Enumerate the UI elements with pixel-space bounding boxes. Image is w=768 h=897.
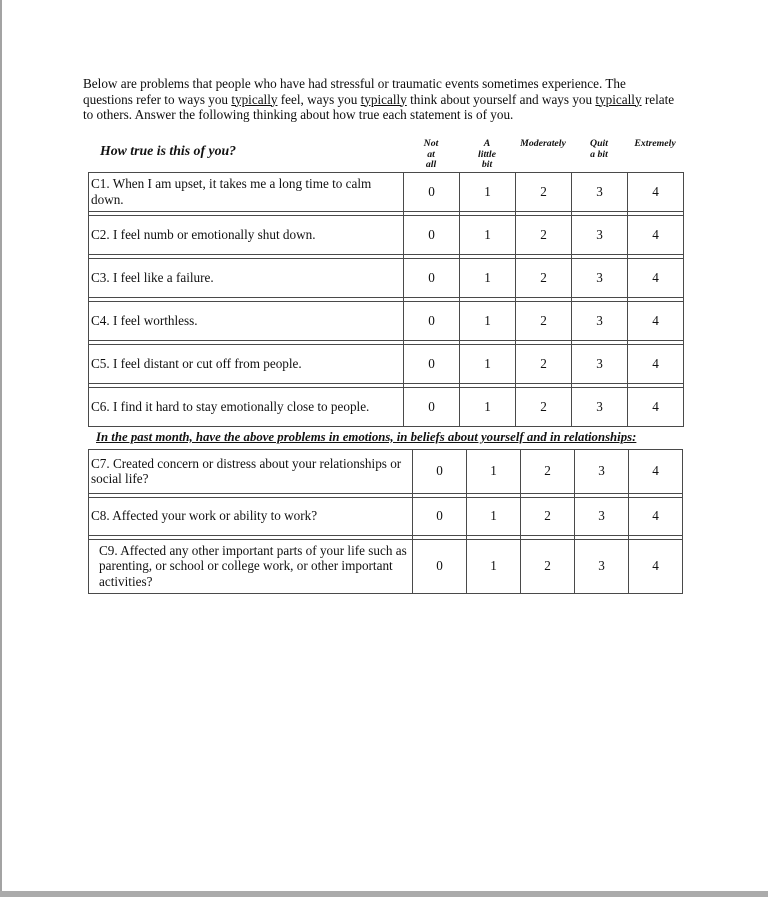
- column-header-moderately: Moderately: [520, 137, 566, 149]
- rating-cell-c8-1: 1: [467, 497, 521, 535]
- rating-cell-c2-4: 4: [628, 215, 684, 254]
- rating-cell-c1-4: 4: [628, 172, 684, 211]
- rating-cell-c1-2: 2: [516, 172, 572, 211]
- rating-cell-c9-4: 4: [629, 539, 683, 593]
- rating-cell-c7-0: 0: [413, 449, 467, 493]
- rating-cell-c7-4: 4: [629, 449, 683, 493]
- rating-cell-c3-1: 1: [460, 258, 516, 297]
- rating-cell-c1-1: 1: [460, 172, 516, 211]
- rating-cell-c4-0: 0: [404, 301, 460, 340]
- item-label-c4: C4. I feel worthless.: [89, 301, 404, 340]
- rating-cell-c9-1: 1: [467, 539, 521, 593]
- column-header-not-at-all: Not at all: [423, 137, 439, 171]
- question-prompt: How true is this of you?: [100, 142, 237, 158]
- rating-cell-c3-3: 3: [572, 258, 628, 297]
- column-header-quit-a-bit: Quit a bit: [590, 137, 608, 160]
- rating-cell-c5-1: 1: [460, 344, 516, 383]
- questionnaire-row-c5: [89, 344, 684, 383]
- rating-cell-c2-3: 3: [572, 215, 628, 254]
- rating-cell-c3-0: 0: [404, 258, 460, 297]
- questionnaire-row-c2: [89, 215, 684, 254]
- questionnaire-row-c1: [89, 172, 684, 211]
- rating-cell-c2-0: 0: [404, 215, 460, 254]
- rating-cell-c1-0: 0: [404, 172, 460, 211]
- item-label-c7: C7. Created concern or distress about your relationships or social life?: [89, 449, 413, 493]
- questionnaire-row-c7: [89, 449, 683, 493]
- item-label-c6: C6. I find it hard to stay emotionally close to people.: [89, 387, 404, 426]
- rating-cell-c4-3: 3: [572, 301, 628, 340]
- questionnaire-row-c8: [89, 497, 683, 535]
- rating-cell-c6-0: 0: [404, 387, 460, 426]
- rating-cell-c9-2: 2: [521, 539, 575, 593]
- questionnaire-row-c6: [89, 387, 684, 426]
- rating-cell-c9-3: 3: [575, 539, 629, 593]
- rating-cell-c8-4: 4: [629, 497, 683, 535]
- intro-underlined-word: typically: [231, 91, 278, 107]
- questionnaire-table-part1: [88, 172, 684, 427]
- rating-cell-c2-2: 2: [516, 215, 572, 254]
- item-label-c1: C1. When I am upset, it takes me a long time to calm down.: [89, 172, 404, 211]
- rating-cell-c9-0: 0: [413, 539, 467, 593]
- intro-paragraph: [83, 76, 675, 123]
- rating-cell-c4-4: 4: [628, 301, 684, 340]
- item-label-c2: C2. I feel numb or emotionally shut down.: [89, 215, 404, 254]
- questionnaire-row-c4: [89, 301, 684, 340]
- item-label-c8: C8. Affected your work or ability to work?: [89, 497, 413, 535]
- scale-header-band: [88, 139, 683, 172]
- column-header-extremely: Extremely: [634, 137, 676, 149]
- intro-underlined-word: typically: [595, 91, 642, 107]
- rating-cell-c5-4: 4: [628, 344, 684, 383]
- rating-cell-c8-2: 2: [521, 497, 575, 535]
- intro-underlined-word: typically: [360, 91, 407, 107]
- rating-cell-c6-4: 4: [628, 387, 684, 426]
- rating-cell-c6-3: 3: [572, 387, 628, 426]
- section-header: In the past month, have the above problems in emotions, in beliefs about yourself and in relationships:: [96, 429, 637, 444]
- rating-cell-c3-4: 4: [628, 258, 684, 297]
- intro-text: think about yourself and ways you: [406, 91, 596, 107]
- rating-cell-c6-2: 2: [516, 387, 572, 426]
- rating-cell-c2-1: 1: [460, 215, 516, 254]
- column-header-a-little-bit: A little bit: [478, 137, 496, 171]
- intro-text: Below are problems that people who have had stressful or traumatic events sometimes experience. The questions refer to ways you: [83, 76, 626, 107]
- rating-table-block: [88, 139, 683, 594]
- item-label-c3: C3. I feel like a failure.: [89, 258, 404, 297]
- rating-cell-c5-0: 0: [404, 344, 460, 383]
- intro-text: feel, ways you: [277, 91, 361, 107]
- questionnaire-table-part2: [88, 449, 683, 594]
- questionnaire: [83, 76, 693, 594]
- page-left-edge: [0, 0, 2, 897]
- rating-cell-c7-2: 2: [521, 449, 575, 493]
- rating-cell-c4-1: 1: [460, 301, 516, 340]
- questionnaire-row-c9: [89, 539, 683, 593]
- rating-cell-c7-1: 1: [467, 449, 521, 493]
- rating-cell-c1-3: 3: [572, 172, 628, 211]
- rating-cell-c3-2: 2: [516, 258, 572, 297]
- rating-cell-c4-2: 2: [516, 301, 572, 340]
- rating-cell-c7-3: 3: [575, 449, 629, 493]
- rating-cell-c8-3: 3: [575, 497, 629, 535]
- page-bottom-edge: [0, 891, 768, 897]
- intro-text: relate to others. Answer the following thinking about how true each statement is of you.: [83, 91, 675, 123]
- questionnaire-row-c3: [89, 258, 684, 297]
- rating-cell-c6-1: 1: [460, 387, 516, 426]
- rating-cell-c5-3: 3: [572, 344, 628, 383]
- item-label-c9: C9. Affected any other important parts of your life such as parenting, or school or college work, or other important activities?: [89, 539, 413, 593]
- item-label-c5: C5. I feel distant or cut off from people.: [89, 344, 404, 383]
- rating-cell-c5-2: 2: [516, 344, 572, 383]
- rating-cell-c8-0: 0: [413, 497, 467, 535]
